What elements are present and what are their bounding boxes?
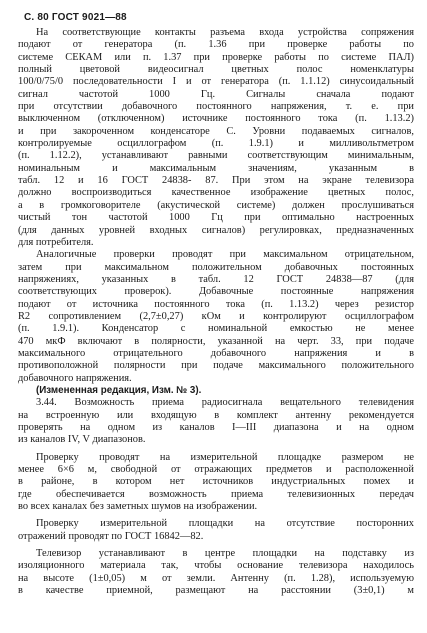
document-page [18, 12, 414, 597]
text-line: в качестве приемной, размещают на расстоянии (3±0,1) м [18, 585, 414, 597]
text-line: на высоте (1±0,05) м от земли. Антенну (п. 1.28), используемую [18, 572, 414, 584]
text-line: номинальным и максимальным значениям, указанным в [18, 162, 414, 174]
text-line: Проверку проводят на измерительной площадке размером не [36, 451, 414, 463]
text-line: на встроенную или входящую в комплект антенну рекомендуется [18, 409, 414, 421]
text-line: подают от источника постоянного тока (п. 1.13.2) через резистор [18, 298, 414, 310]
text-line: (п. 1.9.1). Конденсатор с номинальной емкостью не менее [18, 323, 414, 335]
document-body [18, 27, 414, 597]
text-line: сигнал частотой 1000 Гц. Сигналы сначала подают [18, 88, 414, 100]
paragraph-p6 [18, 518, 414, 543]
amendment-note: (Измененная редакция, Изм. № 3). [36, 384, 202, 396]
text-line: во всех каналах без заметных шумов на изображении. [18, 501, 258, 513]
text-line: для потребителя. [18, 236, 94, 248]
text-line: На соответствующие контакты разъема входа устройства сопряжения [36, 27, 414, 38]
text-line: чистый тон частотой 1000 Гц при оптимально настроенных [18, 212, 414, 224]
text-line: и при закороченном конденсаторе C. Уровни подаваемых сигналов, [18, 125, 414, 137]
text-line: добавочного напряжения. [18, 372, 132, 384]
text-line: при отсутствии добавочного постоянного напряжения, т. е. при [18, 101, 414, 113]
text-line: проверять на одном из каналов I—III диапазона и на одном [18, 422, 414, 433]
text-line: менее 6×6 м, свободной от отражающих предметов и расположенной [18, 464, 414, 476]
text-line: должно воспроизводиться качественное изображение цветных полос, [18, 187, 414, 199]
text-line: максимального отрицательного добавочного напряжения и в [18, 347, 414, 359]
text-line: 470 мкФ включают в полярности, указанной на черт. 33, при подаче [18, 335, 414, 347]
paragraph-p4 [18, 397, 414, 446]
text-line: изоляционного материала так, чтобы основание телевизора находилось [18, 560, 414, 572]
text-line: противоположной полярности при подаче максимального положительного [18, 360, 414, 372]
text-line: подают от генератора (п. 1.36 при проверке работы по [18, 39, 414, 51]
text-line: Аналогичные проверки проводят при максимальном отрицательном, [36, 249, 414, 261]
text-line: (для данных уровней входных сигналов) регулировках, предназначенных [18, 224, 414, 236]
text-line: R2 сопротивлением (2,7±0,27) кОм и контролируют осциллографом [18, 310, 414, 322]
paragraph-p1 [18, 27, 414, 249]
paragraph-p2 [18, 249, 414, 385]
paragraph-p3 [18, 385, 414, 397]
text-line: выключенном (отключенном) источнике постоянного тока (п. 1.13.2) [18, 113, 414, 125]
text-line: в районе, в котором нет источников индустриальных помех и [18, 476, 414, 488]
text-line: а в громкоговорителе (акустической системе) должен прослушиваться [18, 199, 414, 211]
text-line: Проверку измерительной площадки на отсутствие посторонних [36, 518, 414, 530]
text-line: полный цветовой видеосигнал цветных полос номенклатуры [18, 64, 414, 76]
text-line: (п. 1.12.2), устанавливают равными соответствующим минимальным, [18, 150, 414, 162]
text-line: напряжениях, указанных в табл. 12 ГОСТ 24838—87 (для [18, 273, 414, 285]
page-header: С. 80 ГОСТ 9021—88 [24, 12, 127, 23]
text-line: 3.44. Возможность приема радиосигнала вещательного телевидения [36, 397, 414, 409]
text-line: отражений проводят по ГОСТ 16842—82. [18, 530, 204, 542]
paragraph-p7 [18, 548, 414, 597]
text-line: соответствующих проверок). Добавочные постоянные напряжения [18, 286, 414, 298]
text-line: затем при максимальном положительном добавочных постоянных [18, 261, 414, 273]
text-line: Телевизор устанавливают в центре площадки на подставку из [36, 548, 414, 560]
text-line: где обеспечивается возможность приема телевизионных передач [18, 488, 414, 500]
text-line: контролируемые осциллографом (п. 1.9.1) и милливольтметром [18, 138, 414, 150]
text-line: 100/0/75/0 последовательности I и от генератора (п. 1.1.12) синусоидальный [18, 76, 414, 88]
text-line: табл. 12 и 16 ГОСТ 24838‑ 87. При этом на экране телевизора [18, 175, 414, 187]
text-line: из каналов IV, V диапазонов. [18, 434, 146, 446]
text-line: системе СЕКАМ или п. 1.37 при проверке работы по системе ПАЛ) [18, 51, 414, 63]
paragraph-p5 [18, 452, 414, 514]
